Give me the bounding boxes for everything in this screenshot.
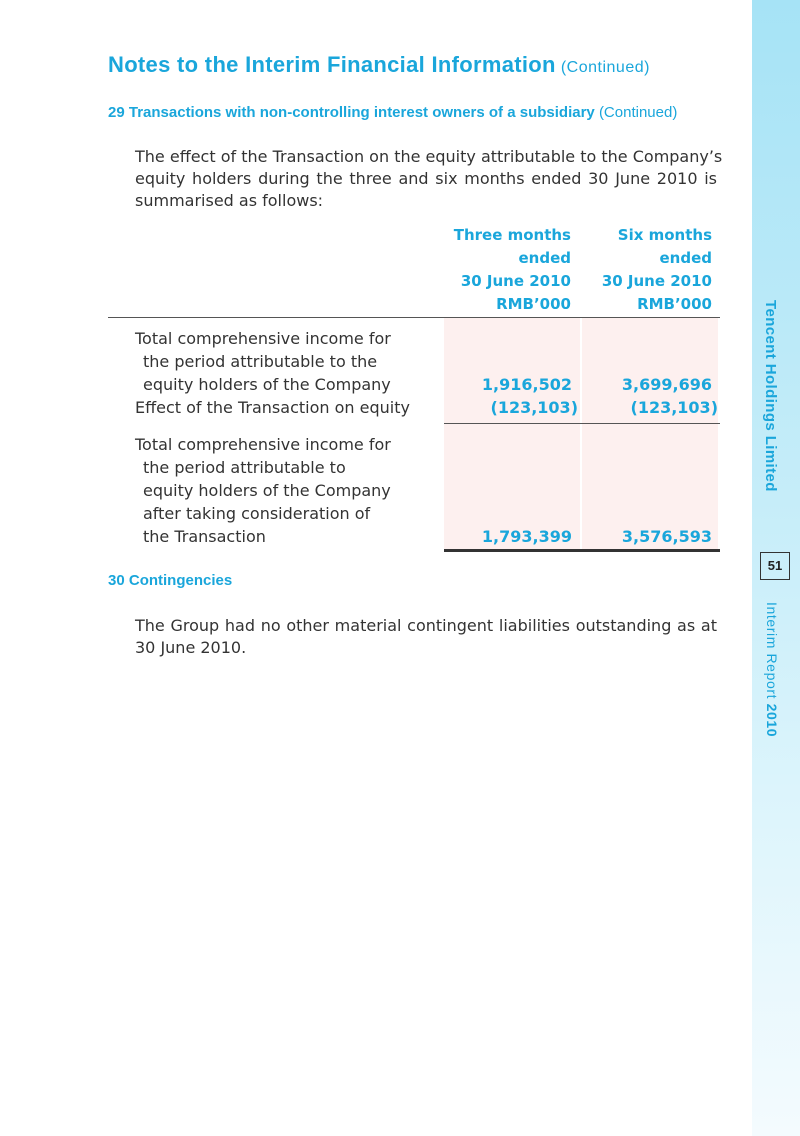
column-shade-six-months: [582, 318, 718, 550]
page-title-text: Notes to the Interim Financial Information: [108, 52, 556, 77]
row-1-six-months-value: 3,699,696: [621, 375, 712, 394]
column-shade-three-months: [444, 318, 580, 550]
page-title-continued: (Continued): [560, 59, 650, 76]
table-header-rule: [108, 317, 720, 318]
section-30-title: Contingencies: [128, 572, 233, 589]
total-rule: [444, 549, 720, 552]
section-29-continued: (Continued): [598, 104, 678, 121]
row-2-three-months-value: (123,103): [490, 398, 578, 417]
row-label: Total comprehensive income for: [135, 329, 391, 348]
report-year: 2010: [764, 703, 780, 738]
row-1-three-months-value: 1,916,502: [481, 375, 572, 394]
row-label: the period attributable to: [143, 458, 346, 477]
section-30-heading: [108, 572, 232, 589]
row-3-six-months-value: 3,576,593: [621, 527, 712, 546]
row-label: equity holders of the Company: [143, 481, 391, 500]
paragraph-line: The Group had no other material contingent liabilities outstanding as at: [135, 616, 717, 635]
page-title: [108, 52, 748, 78]
paragraph-line: The effect of the Transaction on the equity attributable to the Company’s: [135, 147, 723, 166]
page-number: 51: [760, 552, 790, 580]
sidebar-report-title: [764, 602, 790, 762]
paragraph-line: equity holders during the three and six months ended 30 June 2010 is: [135, 169, 717, 188]
row-2-six-months-value: (123,103): [630, 398, 718, 417]
row-label: Effect of the Transaction on equity: [135, 398, 410, 417]
section-29-number: 29: [108, 104, 125, 121]
row-label: equity holders of the Company: [143, 375, 391, 394]
section-29-heading: [108, 104, 677, 121]
section-29-title: Transactions with non-controlling interest owners of a subsidiary: [128, 104, 595, 121]
column-header-three-months: Three months ended 30 June 2010 RMB’000: [453, 226, 571, 313]
section-30-number: 30: [108, 572, 125, 589]
report-prefix: Interim Report: [764, 602, 780, 700]
row-label: the Transaction: [143, 527, 266, 546]
column-header-six-months: Six months ended 30 June 2010 RMB’000: [601, 226, 712, 313]
row-label: Total comprehensive income for: [135, 435, 391, 454]
section-29-paragraph: [135, 146, 723, 212]
paragraph-line: 30 June 2010.: [135, 638, 247, 657]
row-label: after taking consideration of: [143, 504, 371, 523]
sidebar-company-name: Tencent Holdings Limited: [762, 300, 779, 492]
section-30-paragraph: [135, 615, 717, 659]
row-3-three-months-value: 1,793,399: [481, 527, 572, 546]
row-label: the period attributable to the: [143, 352, 378, 371]
subtotal-rule: [444, 423, 720, 424]
paragraph-line: summarised as follows:: [135, 191, 324, 210]
